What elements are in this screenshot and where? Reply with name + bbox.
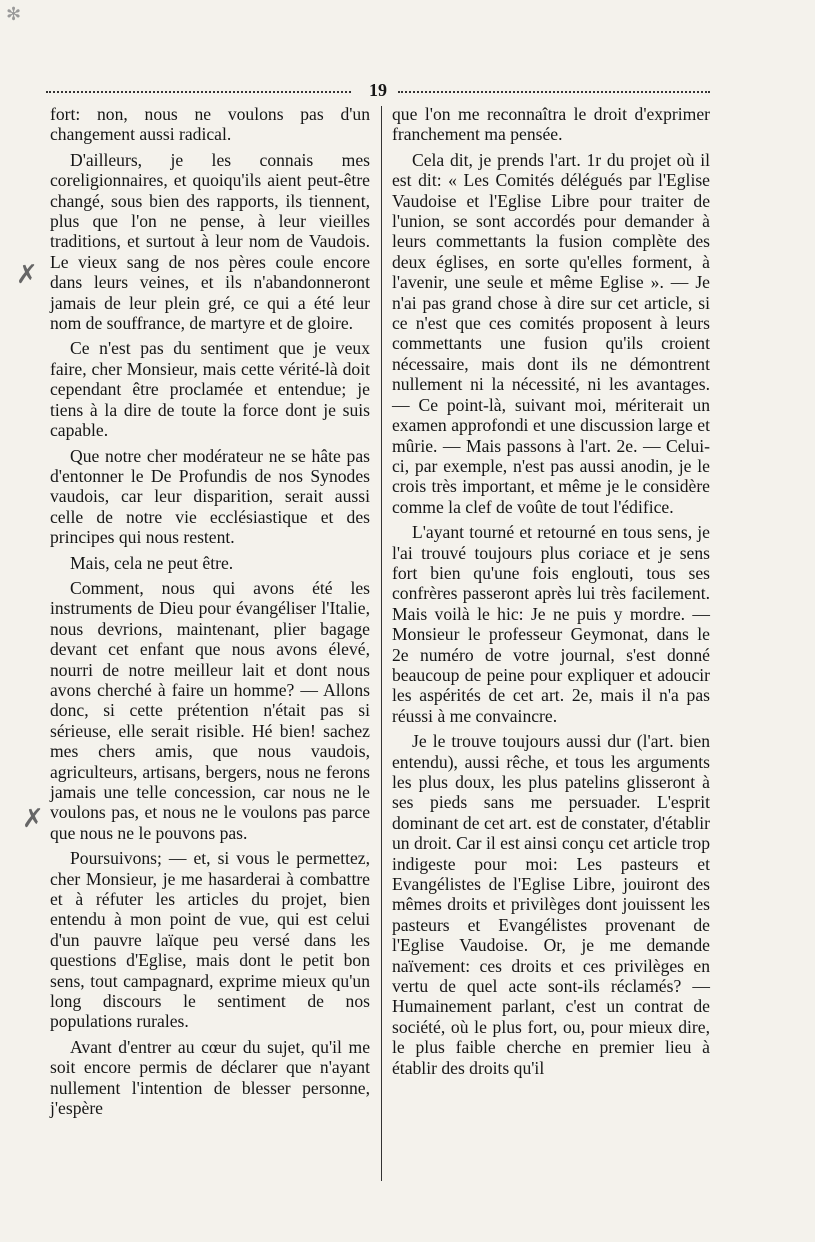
paragraph: Mais, cela ne peut être. [70, 552, 234, 573]
left-column [50, 104, 370, 1194]
paragraph: L'ayant tourné et retourné en tous sens, je l'ai trouvé toujours plus coriace et je sens fort bien qu'une fois englouti, tous ses confrères passeront après lui très facilement. Mais voilà le hic: Je ne puis y mordre. — Monsieur le professeur Geymonat, dans le 2e numéro de votre journal, s'est donné beaucoup de peine pour expliquer et adoucir les aspérités de cet art. 2e, mais il n'a pas réussi à me convaincre. [392, 522, 710, 726]
header-rule-right [398, 91, 710, 93]
paragraph: Cela dit, je prends l'art. 1r du projet où il est dit: « Les Comités délégués par l'Eglise Vaudoise et l'Eglise Libre pour traiter de l'union, se sont accordés pour demander à leurs commettants la fusion complète des deux églises, en sorte qu'elles forment, à l'avenir, une seule et même Eglise ». — Je n'ai pas grand chose à dire sur cet article, si ce n'est que ces comités proposent à leurs commettants une fusion qu'ils croient nécessaire, mais dont ils ne démontrent nullement ni la nécessité, ni les avantages. — Ce point-là, suivant moi, mériterait un examen approfondi et une discussion large et mûrie. — Mais passons à l'art. 2e. — Celui-ci, par exemple, n'est pas aussi anodin, je le crois très important, et même je le considère comme la clef de voûte de tout l'édifice. [392, 149, 710, 517]
margin-cross-mark: ✗ [22, 804, 44, 834]
margin-cross-mark: ✗ [16, 260, 38, 290]
paragraph: D'ailleurs, je les connais mes coreligionnaires, et quoiqu'ils aient peut-être changé, sous bien des rapports, ils tiennent, plus que l'on ne pense, à leur vieilles traditions, et surtout à leur nom de Vaudois. Le vieux sang de nos pères coule encore dans leurs veines, et ils n'abandonneront jamais de leur plein gré, ce qui a été leur nom de souffrance, de martyre et de gloire. [50, 149, 370, 334]
paragraph: que l'on me reconnaîtra le droit d'exprimer franchement ma pensée. [392, 104, 710, 145]
page-header [46, 80, 710, 104]
paragraph: Que notre cher modérateur ne se hâte pas d'entonner le De Profundis de nos Synodes vaudois, car leur disparition, serait aussi celle de notre vie ecclésiastique et des principes qui nous restent. [50, 445, 370, 548]
paragraph: fort: non, nous ne voulons pas d'un changement aussi radical. [50, 104, 370, 145]
paragraph: Comment, nous qui avons été les instruments de Dieu pour évangéliser l'Italie, nous devrions, maintenant, plier bagage devant cet enfant que nous avons élevé, nourri de notre meilleur lait et dont nous avons cherché à faire un homme? — Allons donc, si cette prétention n'était pas si sérieuse, elle serait risible. Hé bien! sachez mes chers amis, que nous vaudois, agriculteurs, artisans, bergers, nous ne ferons jamais une telle concession, car nous ne le voulons pas, et nous ne le voulons pas parce que nous ne le pouvons pas. [50, 577, 370, 843]
corner-smudge-mark: ✻ [6, 4, 22, 25]
paragraph: Je le trouve toujours aussi dur (l'art. bien entendu), aussi rêche, et tous les arguments les plus doux, les plus patelins glisseront à ses pieds sans me persuader. L'esprit dominant de cet art. est de constater, d'établir un droit. Car il est ainsi conçu cet article trop indigeste pour moi: Les pasteurs et Evangélistes de l'Eglise Libre, jouiront des mêmes droits et privilèges dont jouissent les pasteurs et Evangélistes provenant de l'Eglise Vaudoise. Or, je me demande naïvement: ces droits et ces privilèges en vertu de quel acte sont-ils réclamés? — Humainement parlant, c'est un contrat de société, où le plus fort, ou, pour mieux dire, le plus faible cherche en premier lieu à établir des droits qu'il [392, 731, 710, 1078]
paragraph: Avant d'entrer au cœur du sujet, qu'il me soit encore permis de déclarer que n'ayant nullement l'intention de blesser personne, j'espère [50, 1036, 370, 1119]
page-number: 19 [369, 80, 387, 100]
paragraph: Poursuivons; — et, si vous le permettez, cher Monsieur, je me hasarderai à combattre et à réfuter les articles du projet, bien entendu à mon point de vue, qui est celui d'un pauvre laïque peu versé dans les questions d'Eglise, mais dont le petit bon sens, tout campagnard, exprime mieux qu'un long discours le sentiment de nos populations rurales. [50, 848, 370, 1032]
header-rule-left [46, 91, 351, 93]
right-column [392, 104, 710, 1194]
paragraph: Ce n'est pas du sentiment que je veux faire, cher Monsieur, mais cette vérité-là doit cependant être proclamée et entendue; je tiens à la dire de toute la force dont je suis capable. [50, 338, 370, 441]
column-divider [381, 106, 382, 1181]
